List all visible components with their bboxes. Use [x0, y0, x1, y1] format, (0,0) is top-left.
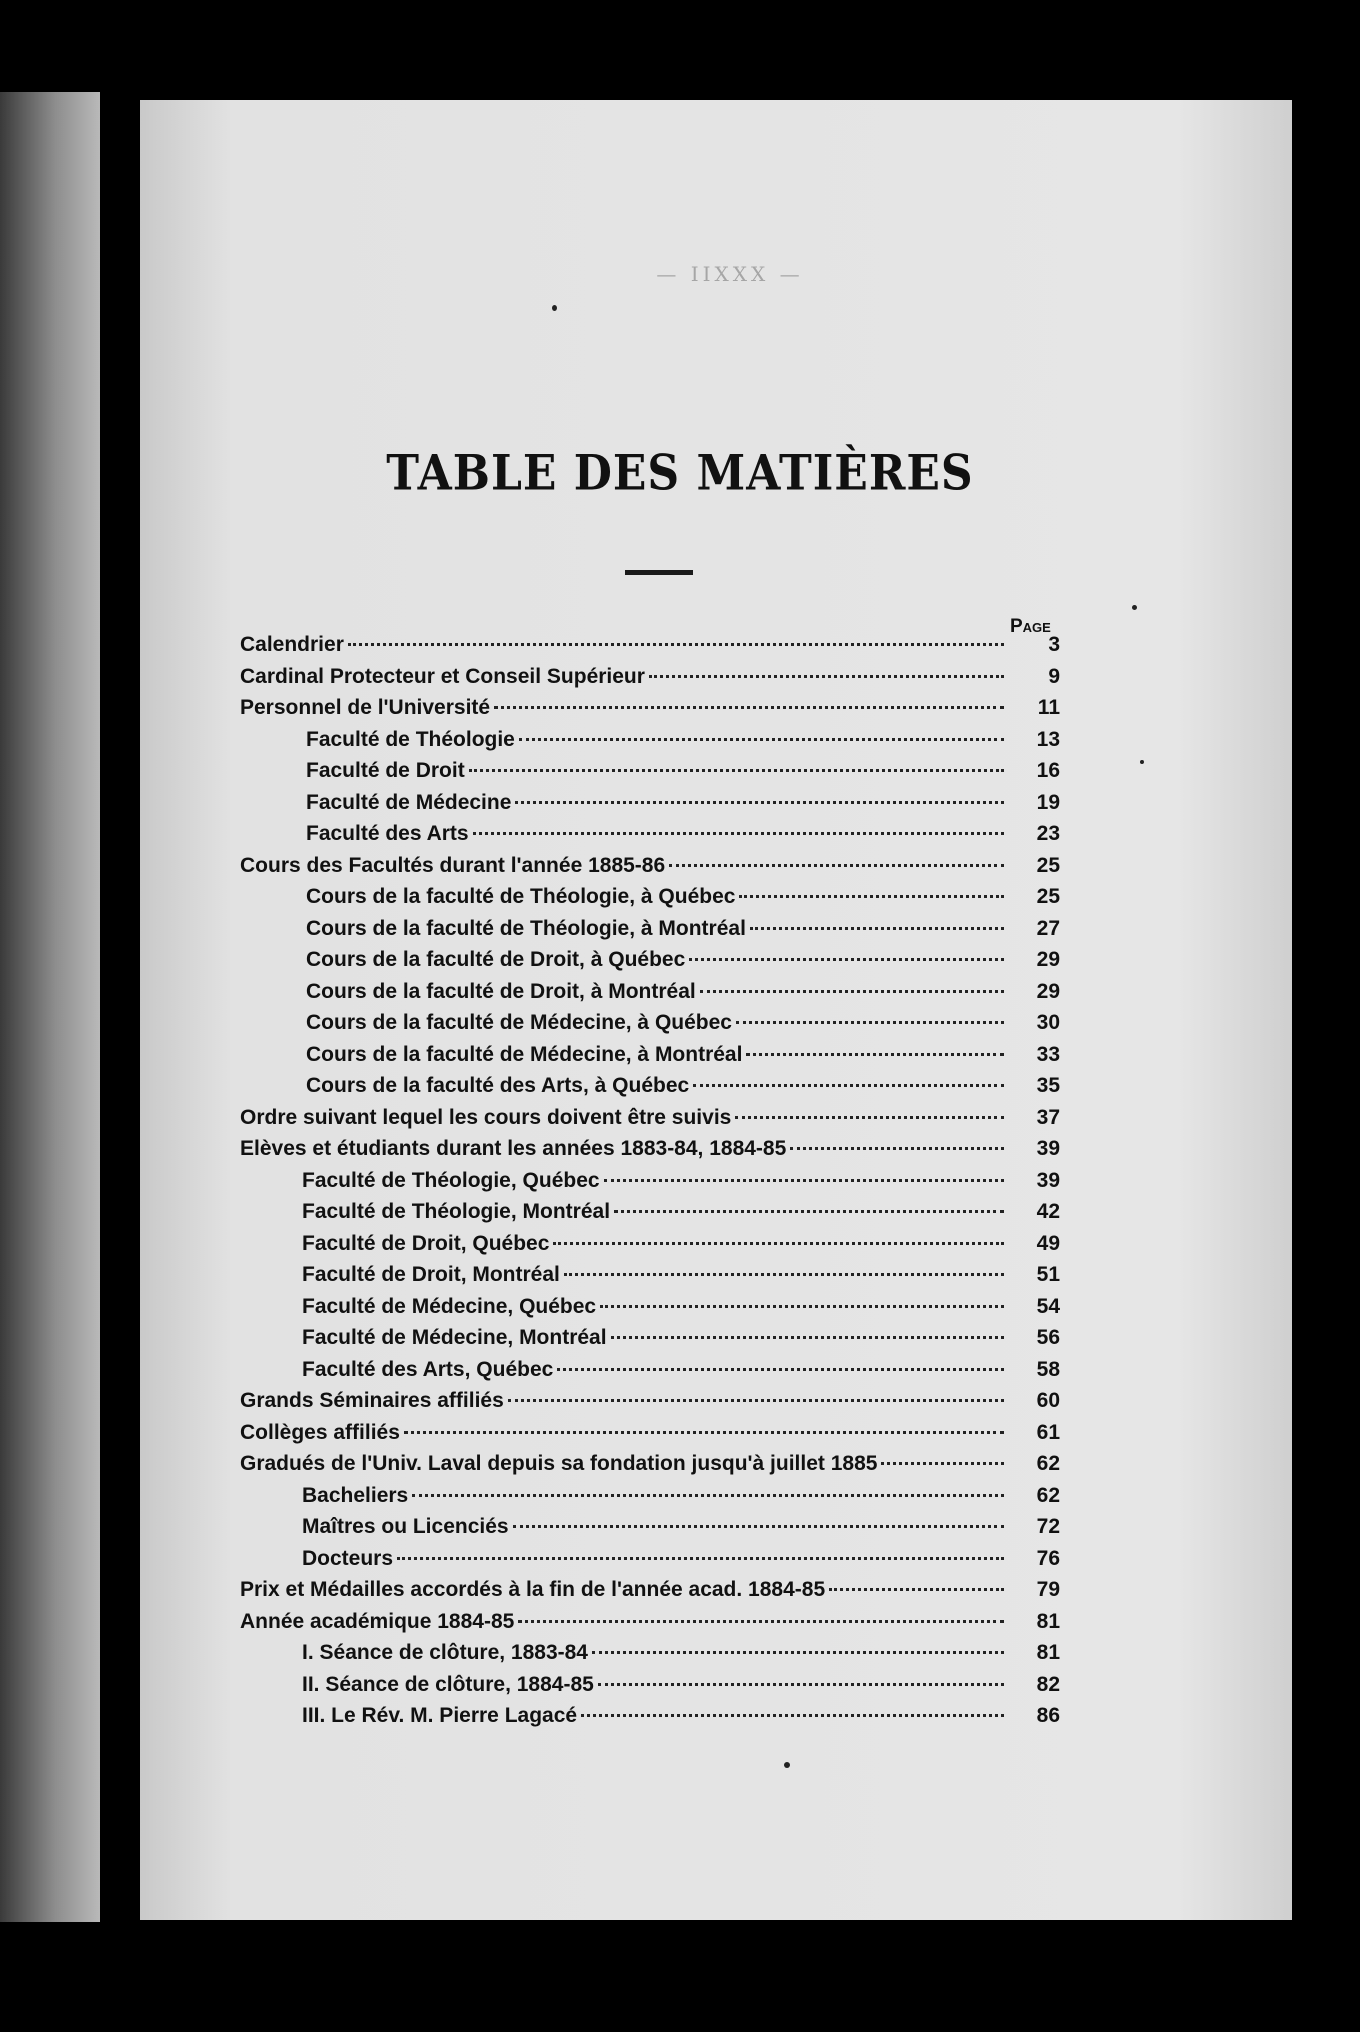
- toc-entry-label: I. Séance de clôture, 1883-84: [302, 1641, 588, 1664]
- toc-entry-label: Cours de la faculté de Médecine, à Québec: [306, 1011, 732, 1034]
- page-column-label: Page: [1010, 616, 1051, 637]
- toc-entry: [240, 854, 1060, 886]
- running-head: — IIXXX —: [656, 262, 804, 286]
- toc-entry: [240, 759, 1060, 791]
- toc-entry-label: Faculté de Théologie: [306, 727, 515, 751]
- toc-entry: [240, 1547, 1060, 1579]
- toc-entry-label: Faculté de Médecine, Québec: [302, 1294, 597, 1318]
- dot-leader: [790, 1147, 1004, 1150]
- toc-entry-label: Faculté de Droit: [306, 759, 465, 782]
- toc-entry-label: Faculté de Médecine: [306, 790, 512, 814]
- toc-entry-page: 33: [1036, 1042, 1060, 1066]
- toc-entry-page: 51: [1036, 1263, 1060, 1286]
- table-of-contents: [240, 633, 1060, 1736]
- dot-leader: [412, 1494, 1004, 1497]
- toc-entry-label: Cours des Facultés durant l'année 1885-86: [240, 853, 666, 877]
- dot-leader: [669, 864, 1004, 867]
- toc-entry-page: 82: [1036, 1672, 1060, 1696]
- toc-entry-label: Faculté des Arts, Québec: [302, 1357, 554, 1381]
- toc-entry-page: 42: [1036, 1200, 1060, 1223]
- toc-entry-page: 30: [1036, 1011, 1060, 1034]
- toc-entry-page: 81: [1036, 1609, 1060, 1633]
- dot-leader: [508, 1399, 1004, 1402]
- toc-entry-page: 37: [1036, 1105, 1060, 1129]
- toc-entry-label: Gradués de l'Univ. Laval depuis sa fondation jusqu'à juillet 1885: [240, 1452, 878, 1475]
- book-page: [140, 100, 1292, 1920]
- dot-leader: [348, 643, 1004, 646]
- toc-entry: [240, 980, 1060, 1012]
- toc-entry-label: Cardinal Protecteur et Conseil Supérieur: [240, 664, 645, 688]
- toc-entry-page: 35: [1036, 1074, 1060, 1097]
- toc-entry-page: 72: [1036, 1515, 1060, 1538]
- toc-entry-label: Cours de la faculté de Droit, à Montréal: [306, 979, 696, 1003]
- dot-leader: [592, 1651, 1004, 1654]
- toc-entry-page: 61: [1036, 1420, 1060, 1444]
- toc-entry: [240, 633, 1060, 665]
- toc-entry-page: 54: [1036, 1294, 1060, 1318]
- dot-leader: [404, 1431, 1004, 1434]
- toc-entry-page: 60: [1036, 1389, 1060, 1412]
- toc-entry-label: Cours de la faculté des Arts, à Québec: [306, 1074, 690, 1097]
- dot-leader: [611, 1336, 1004, 1339]
- ink-speck: [552, 305, 557, 311]
- dot-leader: [700, 990, 1004, 993]
- toc-entry: [240, 1137, 1060, 1169]
- toc-entry-page: 79: [1036, 1578, 1060, 1601]
- toc-entry: [240, 1484, 1060, 1516]
- dot-leader: [604, 1179, 1004, 1182]
- title-rule: [625, 570, 693, 575]
- toc-entry-page: 25: [1036, 885, 1060, 908]
- toc-entry: [240, 1043, 1060, 1075]
- toc-entry: [240, 1106, 1060, 1138]
- toc-entry-page: 29: [1036, 948, 1060, 971]
- toc-entry-page: 81: [1036, 1641, 1060, 1664]
- toc-entry-label: Maîtres ou Licenciés: [302, 1515, 509, 1538]
- toc-entry: [240, 1515, 1060, 1547]
- toc-entry: [240, 791, 1060, 823]
- toc-entry: [240, 1295, 1060, 1327]
- toc-entry-label: Cours de la faculté de Théologie, à Québec: [306, 885, 736, 908]
- dot-leader: [693, 1084, 1004, 1087]
- ink-speck: [784, 1762, 790, 1768]
- toc-entry-page: 23: [1036, 822, 1060, 845]
- toc-entry: [240, 1389, 1060, 1421]
- dot-leader: [614, 1210, 1004, 1213]
- dot-leader: [553, 1242, 1004, 1245]
- toc-entry-page: 62: [1036, 1483, 1060, 1507]
- toc-entry: [240, 1358, 1060, 1390]
- toc-entry-page: 86: [1036, 1704, 1060, 1727]
- toc-entry-label: Cours de la faculté de Droit, à Québec: [306, 948, 686, 971]
- facing-page-edge: [0, 92, 100, 1922]
- dot-leader: [515, 801, 1004, 804]
- toc-entry-page: 56: [1036, 1326, 1060, 1349]
- dot-leader: [736, 1021, 1004, 1024]
- toc-entry-label: Faculté de Droit, Québec: [302, 1231, 550, 1255]
- toc-entry-label: Grands Séminaires affiliés: [240, 1389, 504, 1412]
- dot-leader: [881, 1462, 1004, 1465]
- toc-entry-page: 19: [1036, 790, 1060, 814]
- toc-entry: [240, 1704, 1060, 1736]
- toc-entry-page: 25: [1036, 853, 1060, 877]
- ink-speck: [1140, 760, 1144, 764]
- dot-leader: [739, 895, 1004, 898]
- dot-leader: [598, 1683, 1004, 1686]
- ink-speck: [1132, 605, 1137, 610]
- toc-entry-page: 27: [1036, 916, 1060, 940]
- toc-entry: [240, 665, 1060, 697]
- dot-leader: [746, 1053, 1004, 1056]
- toc-entry: [240, 1074, 1060, 1106]
- toc-entry-label: Ordre suivant lequel les cours doivent être suivis: [240, 1105, 732, 1129]
- toc-entry: [240, 1421, 1060, 1453]
- toc-entry-label: Cours de la faculté de Médecine, à Montréal: [306, 1042, 743, 1066]
- toc-entry: [240, 696, 1060, 728]
- dot-leader: [750, 927, 1004, 930]
- toc-entry-page: 76: [1036, 1546, 1060, 1570]
- toc-entry-label: Bacheliers: [302, 1483, 409, 1507]
- toc-entry: [240, 1011, 1060, 1043]
- toc-entry: [240, 1263, 1060, 1295]
- toc-entry: [240, 1610, 1060, 1642]
- toc-entry-label: Faculté de Théologie, Montréal: [302, 1200, 611, 1223]
- dot-leader: [689, 958, 1004, 961]
- dot-leader: [600, 1305, 1004, 1308]
- toc-entry: [240, 1452, 1060, 1484]
- toc-entry-page: 49: [1036, 1231, 1060, 1255]
- toc-entry: [240, 1169, 1060, 1201]
- dot-leader: [557, 1368, 1004, 1371]
- dot-leader: [564, 1273, 1004, 1276]
- toc-entry-page: 29: [1036, 979, 1060, 1003]
- toc-entry-label: Faculté de Droit, Montréal: [302, 1263, 560, 1286]
- dot-leader: [518, 1620, 1004, 1623]
- dot-leader: [513, 1525, 1004, 1528]
- toc-entry: [240, 1641, 1060, 1673]
- dot-leader: [735, 1116, 1004, 1119]
- toc-entry-page: 16: [1036, 759, 1060, 782]
- dot-leader: [469, 769, 1004, 772]
- toc-entry-label: Docteurs: [302, 1546, 394, 1570]
- dot-leader: [649, 675, 1004, 678]
- toc-entry-label: Calendrier: [240, 633, 344, 656]
- toc-entry-page: 11: [1037, 696, 1060, 719]
- dot-leader: [494, 706, 1004, 709]
- toc-entry-label: II. Séance de clôture, 1884-85: [302, 1672, 594, 1696]
- toc-entry-label: Année académique 1884-85: [240, 1609, 515, 1633]
- toc-entry-label: III. Le Rév. M. Pierre Lagacé: [302, 1704, 578, 1727]
- toc-entry: [240, 1200, 1060, 1232]
- page-title: TABLE DES MATIÈRES: [386, 445, 974, 502]
- toc-entry: [240, 1673, 1060, 1705]
- toc-entry: [240, 885, 1060, 917]
- dot-leader: [397, 1557, 1004, 1560]
- toc-entry-label: Collèges affiliés: [240, 1420, 400, 1444]
- toc-entry-page: 39: [1036, 1137, 1060, 1160]
- dot-leader: [829, 1588, 1004, 1591]
- toc-entry: [240, 1232, 1060, 1264]
- dot-leader: [581, 1714, 1004, 1717]
- toc-entry-label: Faculté des Arts: [306, 822, 469, 845]
- toc-entry-page: 13: [1036, 727, 1060, 751]
- toc-entry-page: 58: [1036, 1357, 1060, 1381]
- toc-entry: [240, 948, 1060, 980]
- toc-entry-page: 9: [1048, 664, 1060, 688]
- toc-entry-page: 62: [1036, 1452, 1060, 1475]
- toc-entry: [240, 728, 1060, 760]
- toc-entry-label: Prix et Médailles accordés à la fin de l'année acad. 1884-85: [240, 1578, 826, 1601]
- toc-entry: [240, 917, 1060, 949]
- toc-entry: [240, 1578, 1060, 1610]
- dot-leader: [473, 832, 1004, 835]
- toc-entry-label: Personnel de l'Université: [240, 696, 491, 719]
- toc-entry-label: Elèves et étudiants durant les années 1883-84, 1884-85: [240, 1137, 787, 1160]
- toc-entry-label: Cours de la faculté de Théologie, à Montréal: [306, 916, 746, 940]
- toc-entry-label: Faculté de Médecine, Montréal: [302, 1326, 607, 1349]
- toc-entry-label: Faculté de Théologie, Québec: [302, 1168, 600, 1192]
- toc-entry: [240, 1326, 1060, 1358]
- toc-entry-page: 39: [1036, 1168, 1060, 1192]
- toc-entry: [240, 822, 1060, 854]
- dot-leader: [519, 738, 1004, 741]
- toc-entry-page: 3: [1048, 633, 1060, 656]
